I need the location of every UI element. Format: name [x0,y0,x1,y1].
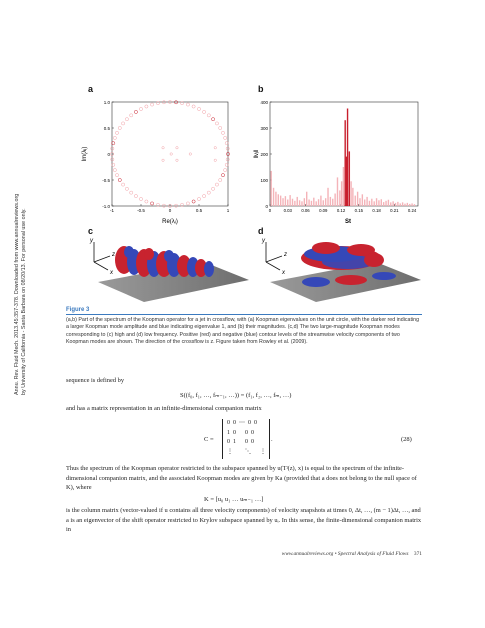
chart-b-bar [404,204,405,206]
panel-label-c: c [88,226,94,236]
chart-b-bar [349,151,350,206]
chart-b-bar [330,197,331,206]
mode-d-rendering [256,232,426,304]
chart-b-bar [320,196,321,206]
matrix-period: . [271,436,273,443]
chart-a-circle-point [113,168,116,171]
chart-b-bar [327,188,328,206]
chart-b-bar [376,198,377,206]
chart-a-circle-point [221,131,224,134]
chart-a-circle-point [145,105,148,108]
chart-b-bar [407,203,408,206]
chart-a-circle-point [192,200,195,203]
chart-b-bar [297,197,298,206]
matrix-brackets [222,419,270,459]
chart-b-bar [352,188,353,206]
figure-caption: (a,b) Part of the spectrum of the Koopman operator for a jet in crossflow, with (a) Koopman eigenvalues on the unit circle, with the darker red indicating a larger Koopman mode amplitude and blue indicating eigenvalue 1, and (b) their magnitudes. (c,d) The two large-magnitude Koopman modes corresponding to (c) high and (d) low frequency. Positive (red) and negative (blue) contour levels of the streamwise velocity components of two Koopman modes are shown. The direction of the crossflow is z. Figure taken from Rowley et al. (2009). [66,317,420,345]
chart-b-bar [383,202,384,206]
chart-a-circle-point [130,191,133,194]
chart-b-bar [414,204,415,206]
mode-d-axis-triad [266,242,282,270]
chart-b-bar [373,201,374,206]
body-paragraph-2: and has a matrix representation in an infinite-dimensional companion matrix [66,405,262,412]
matrix-row: 0 1 0 0 [227,439,254,445]
chart-a-xtick-label: -1 [109,208,115,213]
chart-b-bar [400,203,401,206]
chart-b-bar [270,171,271,206]
chart-a-circle-point [111,147,114,150]
chart-a-ytick-label: 1.0 [103,100,110,105]
chart-a-ytick-label: 0.5 [103,126,110,131]
matrix-row: ⋮ ⋱ ⋮ [227,448,266,455]
mode-d-y-letter: y [262,238,265,244]
chart-b-bar [341,181,342,206]
equation-shift: S((f₀, f₁, …, fₘ₋₁, …)) = (f₁, f₂, …, fₘ, …) [180,392,292,399]
chart-b-bar [392,201,393,206]
chart-b-bar [366,197,367,206]
mode-c-axis-triad [94,242,110,270]
chart-b-bar [285,196,286,206]
chart-b-xtick-label: 0.09 [319,208,328,213]
chart-b-xtick-label: 0.18 [372,208,381,213]
chart-a-xtick-label: 0 [168,208,172,213]
body-paragraph-1: sequence is defined by [66,377,125,384]
mode-c-structures [115,246,214,277]
chart-b-xtick-label: 0.24 [407,208,417,213]
chart-a-circle-point [113,136,116,139]
chart-b-bar [306,192,307,206]
chart-b-xlabel: St [345,219,351,225]
chart-a-circle-point [130,114,133,117]
chart-b-bar [347,109,348,207]
chart-b-ytick-label: 400 [260,100,268,105]
chart-a-xtick-label: 1 [226,208,230,213]
chart-b-bar [337,177,338,206]
chart-b-bar [357,192,358,206]
chart-b-bar [402,202,403,206]
chart-a-circle-point [118,178,121,181]
chart-b-bar [287,200,288,207]
chart-b-ytick-label: 200 [260,152,268,157]
download-notice [14,194,28,395]
chart-b-bar [332,199,333,206]
chart-a-circle-point [224,168,227,171]
chart-a-circle-point [207,191,210,194]
chart-a-circle-point [212,187,215,190]
chart-a-circle-point [111,158,114,161]
chart-b-bar [304,198,305,206]
download-notice-line1: Annu. Rev. Fluid Mech. 2013.45:357-378. Downloaded from www.annualreviews.org [14,193,20,395]
download-notice-line2: by University of California - Santa Barbara on 08/20/13. For personal use only. [21,208,27,395]
chart-a-point [214,147,216,149]
chart-b-bar [301,201,302,206]
chart-b-xtick-label: 0.21 [390,208,399,213]
chart-b-xtick-label: 0.15 [354,208,363,213]
chart-b-bar [275,192,276,206]
chart-a-point [162,147,164,149]
chart-a-circle-point [150,103,153,106]
chart-a-point [189,153,191,155]
chart-b-bar [318,199,319,206]
chart-b-bars [270,109,415,207]
chart-a-point [170,153,172,155]
figure-title: Figure 3 [66,307,90,313]
chart-a-circle-point [226,147,229,150]
matrix-row: 1 0 0 0 [227,429,254,436]
chart-b-bar [378,200,379,206]
chart-a-circle-point [215,122,218,125]
chart-b-magnitudes [248,96,423,226]
chart-b-bar [411,203,412,206]
chart-b-bar [323,200,324,206]
chart-b-bar [315,201,316,206]
chart-b-bar [355,196,356,206]
chart-a-eigenvalues [78,96,238,226]
chart-a-xtick-label: -0.5 [137,208,145,213]
chart-b-bar [369,201,370,206]
chart-a-ytick-label: 0 [107,152,110,157]
chart-b-bar [395,203,396,206]
page-number: 371 [413,551,422,557]
chart-a-point [176,147,178,149]
chart-b-bar [278,194,279,206]
chart-a-circle-point [215,183,218,186]
chart-a-circle-point [219,126,222,129]
chart-a-ylabel: Im(λⱼ) [82,146,88,162]
chart-a-xlabel: Re(λⱼ) [162,219,178,225]
chart-b-bar [343,167,344,206]
chart-a-circle-point [226,158,229,161]
chart-a-circle-point [145,200,148,203]
matrix-body [223,419,269,457]
chart-a-point [176,159,178,161]
chart-b-bar [273,188,274,206]
chart-b-bar [359,198,360,206]
chart-b-bar [294,201,295,206]
chart-b-bar [311,201,312,206]
chart-b-bar [364,200,365,207]
mode-d-x-letter: x [282,270,285,276]
chart-a-circle-point [202,110,205,113]
chart-b-bar [282,198,283,206]
chart-a-circle-point [139,107,142,110]
chart-b-xtick-label: 0.12 [336,208,346,213]
chart-b-xtick-label: 0 [268,208,272,213]
chart-a-circle-point [197,107,200,110]
chart-a-circle-point [212,118,215,121]
mode-c-z-letter: z [112,252,115,258]
chart-a-circle-point [134,110,137,113]
chart-a-point [162,159,164,161]
body-paragraph-4: is the column matrix (vector-valued if u contains all three velocity components) of velocity snapshots at times 0, Δt, …, (m − 1)Δt, …, and a is an eigenvector of the shift operator restricted to Krylov subspace spanned by uᵢ. In this sense, the finite-dimensional companion matrix in [66,507,422,534]
figure-rule [66,314,422,315]
chart-b-bar [299,200,300,206]
chart-b-bar [362,194,363,206]
chart-b-bar [350,181,351,206]
footer-journal: www.annualreviews.org • Spectral Analysis of Fluid Flows [281,551,409,557]
chart-a-xtick-label: 0.5 [195,208,203,213]
chart-a-circle-point [134,194,137,197]
chart-b-bar [381,199,382,206]
chart-a-circle-point [125,187,128,190]
chart-a-axes [102,100,230,213]
chart-a-circle-point [150,202,153,205]
chart-a-circle-point [139,197,142,200]
equation-K: K = [u₀ u₁ … uₘ₋₁ …] [204,496,264,503]
chart-b-bar [385,201,386,206]
chart-b-bar [409,204,410,206]
chart-a-circle-point [197,197,200,200]
chart-b-bar [280,196,281,206]
chart-b-ytick-label: 300 [260,126,268,131]
matrix-row: 0 0 ⋯ 0 0 [227,420,257,426]
body-paragraph-3: Thus the spectrum of the Koopman operator restricted to the subspace spanned by u(Tʲ(z), x) is equal to the spectrum of the infinite-dimensional companion matrix, and the associated Koopman modes are given by Ka (provided that a does not belong to the null space of K), where [66,465,417,492]
chart-b-bar [313,198,314,206]
chart-b-bar [308,200,309,207]
chart-a-circle-point [121,183,124,186]
mode-c-rendering [84,232,254,304]
chart-b-bar [292,199,293,206]
chart-b-bar [334,194,335,206]
matrix-lhs: C = [204,436,214,443]
panel-label-a: a [88,84,94,94]
chart-b-bar [397,202,398,206]
chart-b-ylabel: ‖vⱼ‖ [254,149,260,159]
chart-a-circle-point [115,174,118,177]
chart-b-bar [371,199,372,206]
page-footer [282,551,422,557]
mode-c-x-letter: x [110,270,113,276]
chart-b-bar [388,200,389,206]
chart-a-circle-point [125,118,128,121]
chart-a-circle-point [121,122,124,125]
chart-b-xtick-label: 0.06 [301,208,310,213]
mode-c-y-letter: y [90,238,93,244]
chart-a-circle-point [186,103,189,106]
chart-b-bar [390,202,391,206]
chart-a-point [214,159,216,161]
chart-b-bar [289,195,290,206]
chart-a-circle-point [118,126,121,129]
chart-b-bar [325,198,326,206]
chart-a-circle-point [192,105,195,108]
panel-label-d: d [258,226,264,236]
chart-a-circle-point [219,178,222,181]
chart-b-ytick-label: 0 [265,204,268,209]
chart-a-circle-point [224,136,227,139]
equation-number: (28) [401,436,412,443]
chart-a-circle-point [221,174,224,177]
chart-a-circle-point [186,202,189,205]
panel-label-b: b [258,84,264,94]
chart-a-circle-point [115,131,118,134]
chart-a-circle-point [202,194,205,197]
chart-b-xtick-label: 0.03 [283,208,292,213]
chart-a-ytick-label: -0.5 [102,178,110,183]
chart-b-ytick-label: 100 [260,178,268,183]
mode-d-z-letter: z [284,252,287,258]
chart-a-interior-points [162,147,217,162]
chart-a-ytick-label: -1.0 [102,204,110,209]
chart-a-circle-point [207,114,210,117]
chart-b-bar [339,190,340,206]
